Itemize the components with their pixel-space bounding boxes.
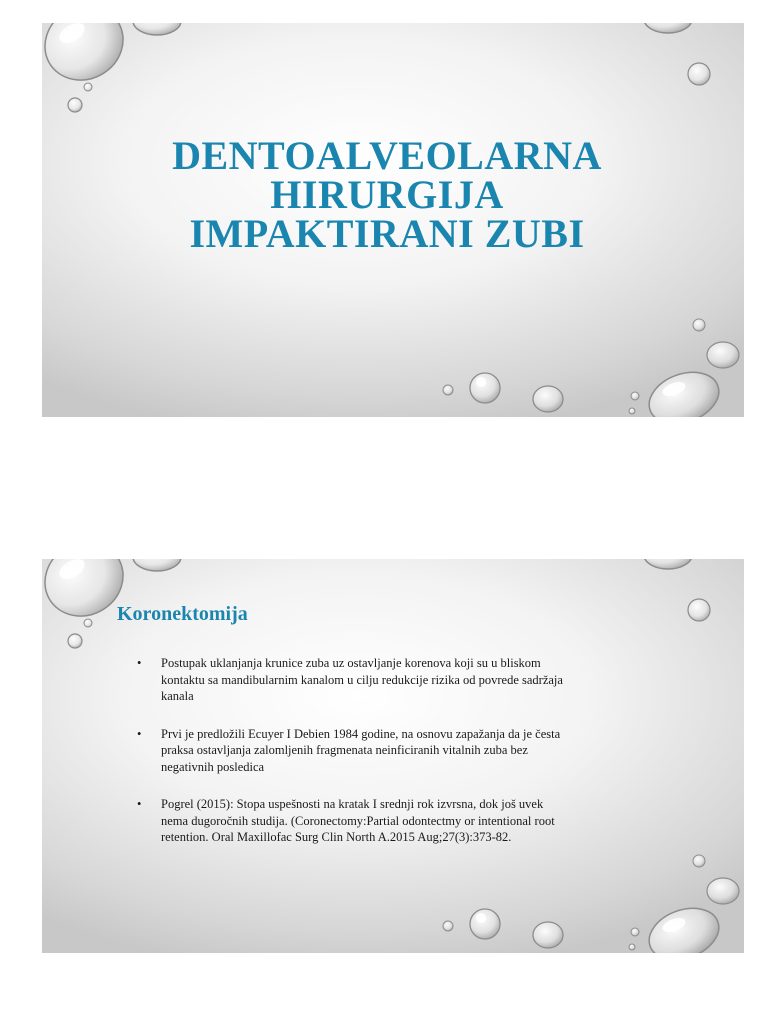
list-item: • Prvi je predložili Ecuyer I Debien 1984 godine, na osnovu zapažanja da je česta praksa ostavljanja zalomljenih fragmenata neinficiranih vitalnih zuba bez negativnih posledica [137, 726, 567, 776]
title-slide [42, 23, 744, 417]
list-item: • Postupak uklanjanja krunice zuba uz ostavljanje korenova koji su u bliskom kontaktu sa mandibularnim kanalom u cilju redukcije rizika od povrede sadržaja kanala [137, 655, 567, 705]
slide-title [102, 133, 672, 256]
list-item: • Pogrel (2015): Stopa uspešnosti na kratak I srednji rok izvrsna, dok još uvek nema dugoročnih studija. (Coronectomy:Partial odontectmy or intentional root retention. Oral Maxillofac Surg Clin North A.2015 Aug;27(3):373-82. [137, 796, 567, 846]
title-line-1: DENTOALVEOLARNA [172, 133, 602, 178]
content-slide [42, 559, 744, 953]
bullet-list [137, 655, 567, 867]
slide-heading: Koronektomija [117, 603, 248, 625]
title-line-3: IMPAKTIRANI ZUBI [189, 211, 585, 256]
title-line-2: HIRURGIJA [270, 172, 504, 217]
